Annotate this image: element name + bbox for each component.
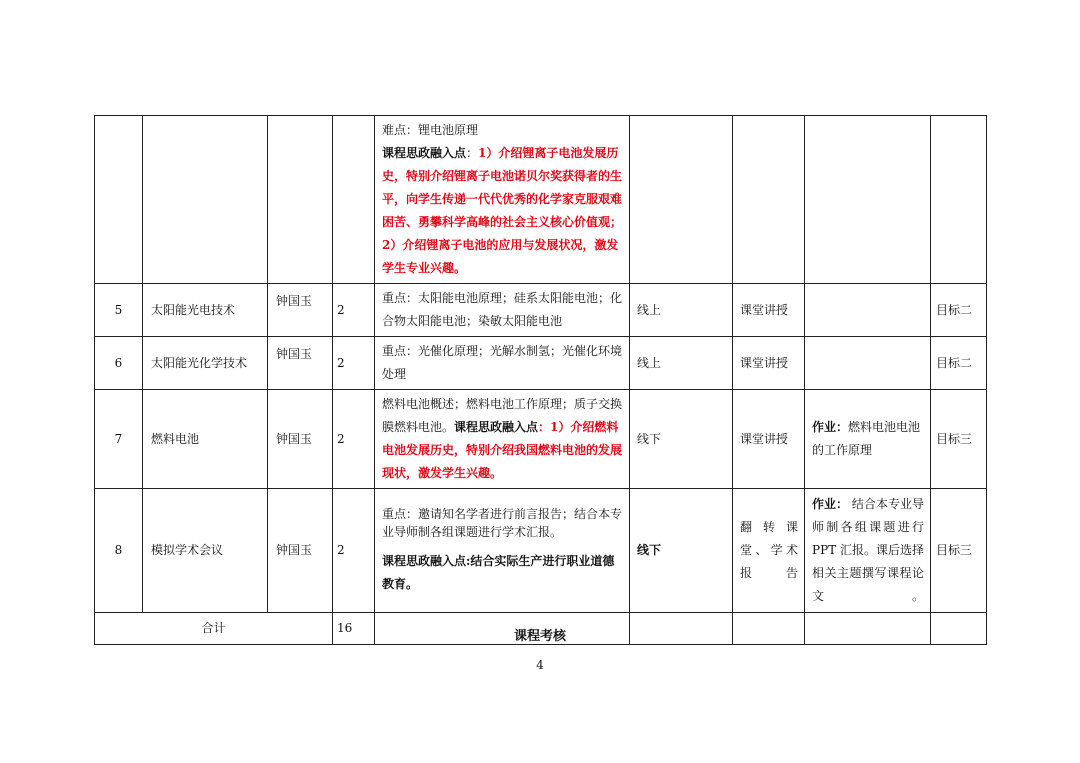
row-method: 课堂讲授 bbox=[733, 337, 805, 390]
row-number bbox=[95, 116, 143, 284]
homework-label: 作业： bbox=[812, 497, 849, 511]
row-number: 8 bbox=[95, 489, 143, 613]
row-teacher bbox=[268, 116, 333, 284]
row-method: 翻转课堂、学术报告 bbox=[733, 489, 805, 613]
row-homework bbox=[805, 390, 931, 489]
total-hours: 16 bbox=[333, 613, 375, 645]
ideological-point: 课程思政融入点：1）介绍锂离子电池发展历史，特别介绍锂离子电池诺贝尔奖获得者的生平，向学生传递一代代优秀的化学家克服艰难困苦、勇攀科学高峰的社会主义核心价值观；2）介绍锂离子电池的应用与发展状况，激发学生专业兴趣。 bbox=[382, 146, 623, 275]
row-title: 模拟学术会议 bbox=[143, 489, 268, 613]
row-goal bbox=[931, 116, 987, 284]
ideological-text: 1）介绍燃料电池发展历史，特别介绍我国燃料电池的发展现状，激发学生兴趣。 bbox=[382, 420, 623, 480]
row-title: 太阳能光电技术 bbox=[143, 284, 268, 337]
total-label: 合计 bbox=[95, 613, 333, 645]
row-number: 7 bbox=[95, 390, 143, 489]
row-title: 燃料电池 bbox=[143, 390, 268, 489]
row-title bbox=[143, 116, 268, 284]
table-row bbox=[95, 116, 987, 284]
row-mode bbox=[630, 116, 733, 284]
homework-text: 结合本专业导师制各组课题进行 PPT 汇报。课后选择相关主题撰写课程论文。 bbox=[812, 497, 924, 603]
row-homework bbox=[805, 116, 931, 284]
section-title: 课程考核 bbox=[513, 629, 566, 644]
ideological-label: 课程思政融入点 bbox=[454, 420, 539, 434]
row-homework bbox=[805, 489, 931, 613]
row-method bbox=[733, 116, 805, 284]
row-mode: 线下 bbox=[630, 390, 733, 489]
row-content: 重点：光催化原理；光解水制氢；光催化环境处理 bbox=[375, 337, 630, 390]
row-goal: 目标三 bbox=[931, 489, 987, 613]
row-method: 课堂讲授 bbox=[733, 284, 805, 337]
row-content bbox=[375, 116, 630, 284]
row-teacher: 钟国玉 bbox=[268, 284, 333, 337]
row-content bbox=[375, 489, 630, 613]
row-goal: 目标三 bbox=[931, 390, 987, 489]
homework-text: 燃料电池电池的工作原理 bbox=[812, 420, 921, 457]
table-row bbox=[95, 390, 987, 489]
course-schedule-table bbox=[94, 115, 987, 645]
content-main: 重点：邀请知名学者进行前言报告；结合本专业导师制各组课题进行学术汇报。 bbox=[382, 507, 623, 539]
content-difficulty: 难点：锂电池原理 bbox=[382, 123, 479, 137]
homework-label: 作业： bbox=[812, 420, 849, 434]
row-content: 燃料电池概述；燃料电池工作原理；质子交换膜燃料电池。课程思政融入点：1）介绍燃料电池发展历史，特别介绍我国燃料电池的发展现状，激发学生兴趣。 bbox=[375, 390, 630, 489]
row-teacher: 钟国玉 bbox=[268, 390, 333, 489]
table-row bbox=[95, 337, 987, 390]
table-row bbox=[95, 489, 987, 613]
table-row bbox=[95, 284, 987, 337]
row-method: 课堂讲授 bbox=[733, 390, 805, 489]
row-mode: 线上 bbox=[630, 337, 733, 390]
row-hours: 2 bbox=[333, 390, 375, 489]
ideological-text: 1）介绍锂离子电池发展历史，特别介绍锂离子电池诺贝尔奖获得者的生平，向学生传递一代代优秀的化学家克服艰难困苦、勇攀科学高峰的社会主义核心价值观；2）介绍锂离子电池的应用与发展状况，激发学生专业兴趣。 bbox=[382, 146, 623, 275]
row-mode: 线下 bbox=[630, 489, 733, 613]
row-teacher: 钟国玉 bbox=[268, 337, 333, 390]
row-mode: 线上 bbox=[630, 284, 733, 337]
row-hours: 2 bbox=[333, 489, 375, 613]
row-number: 6 bbox=[95, 337, 143, 390]
row-hours: 2 bbox=[333, 337, 375, 390]
row-homework bbox=[805, 337, 931, 390]
row-goal: 目标二 bbox=[931, 337, 987, 390]
ideological-point: 课程思政融入点:结合实际生产进行职业道德教育。 bbox=[382, 554, 615, 591]
row-number: 5 bbox=[95, 284, 143, 337]
page-number: 4 bbox=[536, 658, 544, 672]
row-teacher: 钟国玉 bbox=[268, 489, 333, 613]
row-content: 重点：太阳能电池原理；硅系太阳能电池；化合物太阳能电池；染敏太阳能电池 bbox=[375, 284, 630, 337]
row-goal: 目标二 bbox=[931, 284, 987, 337]
row-hours bbox=[333, 116, 375, 284]
row-hours: 2 bbox=[333, 284, 375, 337]
content-main: 燃料电池概述；燃料电池工作原理；质子交换膜燃料电池。 bbox=[382, 397, 623, 434]
ideological-label: 课程思政融入点 bbox=[382, 146, 467, 160]
row-title: 太阳能光化学技术 bbox=[143, 337, 268, 390]
row-homework bbox=[805, 284, 931, 337]
